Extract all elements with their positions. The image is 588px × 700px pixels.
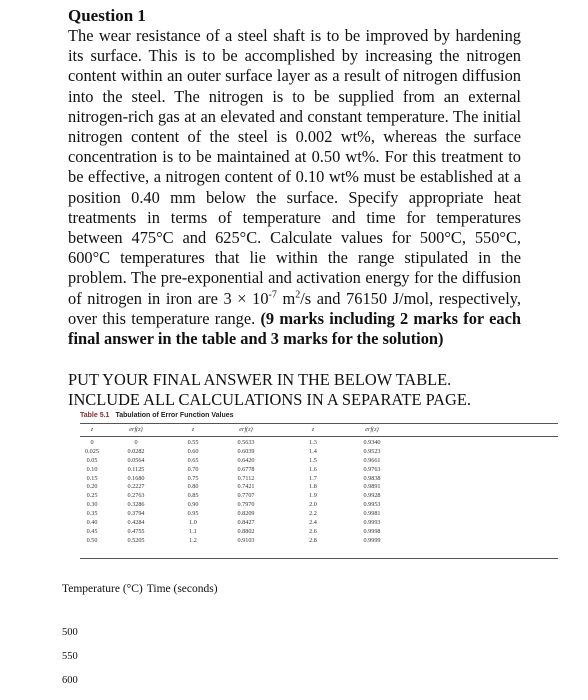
header-erf-3: erf(z) bbox=[365, 426, 379, 433]
table-cell: 1.5 bbox=[309, 456, 317, 464]
table-cell: 0 bbox=[134, 439, 138, 446]
table-cell: 1.6 bbox=[309, 465, 317, 473]
table-cell: 0.3286 bbox=[127, 501, 145, 509]
table-caption bbox=[80, 412, 234, 419]
table-cell: 0.75 bbox=[187, 474, 199, 482]
table-cell: 0.4284 bbox=[127, 519, 145, 527]
table-cell: 0.95 bbox=[187, 510, 199, 518]
cells-z-3 bbox=[298, 439, 328, 546]
table-cell: 0.3794 bbox=[127, 510, 145, 518]
table-cell: 0.7970 bbox=[237, 501, 255, 509]
table-cell: 0.025 bbox=[85, 447, 99, 455]
table-number: Table 5.1 bbox=[80, 412, 110, 419]
question-text-part1: The wear resistance of a steel shaft is to be improved by hardening its surface. This is to be accomplished by increasing the nitrogen content within an outer surface layer as a result of nitrogen diffusion into the steel. The nitrogen is to be supplied from an external nitrogen-rich gas at an elevated and constant temperature. The initial nitrogen content of the steel is 0.002 wt%, whereas the surface concentration is to be maintained at 0.50 wt%. For this treatment to be effective, a nitrogen content of 0.10 wt% must be established at a position 0.40 mm below the surface. Specify appropriate heat treatments in terms of temperature and time for temperatures between 475°C and 625°C. Calculate values for 500°C, 550°C, 600°C temperatures that lie within the range stipulated in the problem. The pre-exponential and activation energy for the diffusion of nitrogen in iron are 3 × 10 bbox=[68, 26, 521, 308]
table-cell: 2.0 bbox=[309, 501, 317, 509]
table-title: Tabulation of Error Function Values bbox=[115, 412, 234, 419]
table-cell: 0.80 bbox=[187, 483, 199, 491]
table-bottom-rule bbox=[80, 558, 558, 559]
table-cell: 0.65 bbox=[187, 456, 199, 464]
column-erf-2 bbox=[215, 423, 277, 546]
header-temperature: Temperature (°C) bbox=[62, 583, 143, 595]
table-cell: 0.1125 bbox=[127, 465, 145, 473]
cells-erf-3 bbox=[346, 439, 398, 546]
table-cell: 0.2763 bbox=[127, 492, 145, 500]
table-cell: 0.6420 bbox=[237, 456, 255, 464]
temperature-row-500: 500 bbox=[62, 627, 78, 638]
table-cell: 0.9838 bbox=[363, 474, 381, 482]
column-z-2 bbox=[176, 423, 210, 546]
header-z-2: z bbox=[191, 426, 195, 433]
table-cell: 0.25 bbox=[86, 492, 98, 500]
cells-z-1 bbox=[80, 439, 104, 546]
table-cell: 0.55 bbox=[187, 439, 199, 446]
question-text bbox=[68, 26, 521, 349]
table-cell: 0.20 bbox=[86, 483, 98, 491]
table-cell: 0.1680 bbox=[127, 474, 145, 482]
header-z-3: z bbox=[311, 426, 315, 433]
table-cell: 0.7421 bbox=[237, 483, 255, 491]
table-cell: 0.30 bbox=[86, 501, 98, 509]
table-cell: 0.40 bbox=[86, 519, 98, 527]
cells-erf-1 bbox=[108, 439, 164, 546]
table-cell: 0.8802 bbox=[237, 527, 255, 535]
table-cell: 0.9891 bbox=[363, 483, 381, 491]
table-cell: 0.0564 bbox=[127, 456, 145, 464]
table-cell: 0.60 bbox=[187, 447, 199, 455]
table-cell: 0.5205 bbox=[127, 536, 145, 544]
question-text-part3: /s and 76150 J/mol, respectively, over this temperature range. bbox=[68, 288, 521, 328]
answer-table-header bbox=[62, 583, 222, 595]
header-erf-1: erf(z) bbox=[129, 426, 143, 433]
table-cell: 0.0282 bbox=[127, 447, 145, 455]
column-erf-3 bbox=[346, 423, 398, 546]
table-cell: 0.90 bbox=[187, 501, 199, 509]
table-cell: 0.9661 bbox=[363, 456, 381, 464]
cells-z-2 bbox=[176, 439, 210, 546]
cells-erf-2 bbox=[215, 439, 277, 546]
column-erf-1 bbox=[108, 423, 164, 546]
table-cell: 0.9953 bbox=[363, 501, 381, 509]
table-cell: 0.9928 bbox=[363, 492, 381, 500]
table-cell: 1.8 bbox=[309, 483, 317, 491]
header-erf-2: erf(z) bbox=[239, 426, 253, 433]
table-cell: 0.8209 bbox=[237, 510, 255, 518]
table-cell: 0.05 bbox=[86, 456, 98, 464]
table-cell: 0.6039 bbox=[237, 447, 255, 455]
table-cell: 0.9523 bbox=[363, 447, 381, 455]
table-cell: 1.7 bbox=[309, 474, 317, 482]
table-cell: 0.9999 bbox=[363, 536, 381, 544]
table-cell: 1.3 bbox=[309, 439, 317, 446]
table-cell: 2.2 bbox=[309, 510, 317, 518]
table-cell: 0.9998 bbox=[363, 527, 381, 535]
column-z-3 bbox=[298, 423, 328, 546]
table-cell: 0.4755 bbox=[127, 527, 145, 535]
instruction-line-1: PUT YOUR FINAL ANSWER IN THE BELOW TABLE. bbox=[68, 370, 452, 389]
instruction-line-2: INCLUDE ALL CALCULATIONS IN A SEPARATE PAGE. bbox=[68, 390, 471, 410]
column-z-1 bbox=[80, 423, 104, 546]
table-cell: 0.9981 bbox=[363, 510, 381, 518]
table-cell: 1.0 bbox=[189, 519, 197, 527]
exponent-2: 2 bbox=[295, 289, 301, 301]
table-cell: 0.8427 bbox=[237, 519, 255, 527]
temperature-row-550: 550 bbox=[62, 651, 78, 662]
table-cell: 0.45 bbox=[86, 527, 98, 535]
marks-note: (9 marks including 2 marks for each final answer in the table and 3 marks for the solution) bbox=[68, 308, 521, 349]
table-cell: 0.70 bbox=[187, 465, 199, 473]
table-cell: 1.4 bbox=[309, 447, 317, 455]
table-cell: 0.7112 bbox=[237, 474, 255, 482]
question-text-part2: m bbox=[276, 288, 296, 308]
table-cell: 2.6 bbox=[309, 527, 317, 535]
table-cell: 0 bbox=[90, 439, 94, 446]
table-cell: 0.15 bbox=[86, 474, 98, 482]
table-cell: 0.35 bbox=[86, 510, 98, 518]
exponent-1: -7 bbox=[268, 289, 277, 301]
table-cell: 0.9340 bbox=[363, 439, 381, 446]
table-cell: 2.8 bbox=[309, 536, 317, 544]
table-cell: 0.9993 bbox=[363, 519, 381, 527]
table-cell: 0.85 bbox=[187, 492, 199, 500]
table-cell: 0.5633 bbox=[237, 439, 255, 446]
header-z-1: z bbox=[90, 426, 94, 433]
table-cell: 0.6778 bbox=[237, 465, 255, 473]
temperature-row-600: 600 bbox=[62, 675, 78, 686]
table-cell: 0.7707 bbox=[237, 492, 255, 500]
header-time: Time (seconds) bbox=[146, 583, 218, 595]
table-cell: 0.9763 bbox=[363, 465, 381, 473]
table-cell: 2.4 bbox=[309, 519, 317, 527]
question-title: Question 1 bbox=[68, 6, 146, 25]
table-cell: 0.50 bbox=[86, 536, 98, 544]
table-cell: 0.10 bbox=[86, 465, 98, 473]
table-cell: 0.2227 bbox=[127, 483, 145, 491]
erf-table bbox=[80, 423, 558, 559]
table-cell: 0.9103 bbox=[237, 536, 255, 544]
table-cell: 1.2 bbox=[189, 536, 197, 544]
instructions bbox=[68, 370, 528, 410]
table-cell: 1.1 bbox=[189, 527, 197, 535]
table-cell: 1.9 bbox=[309, 492, 317, 500]
